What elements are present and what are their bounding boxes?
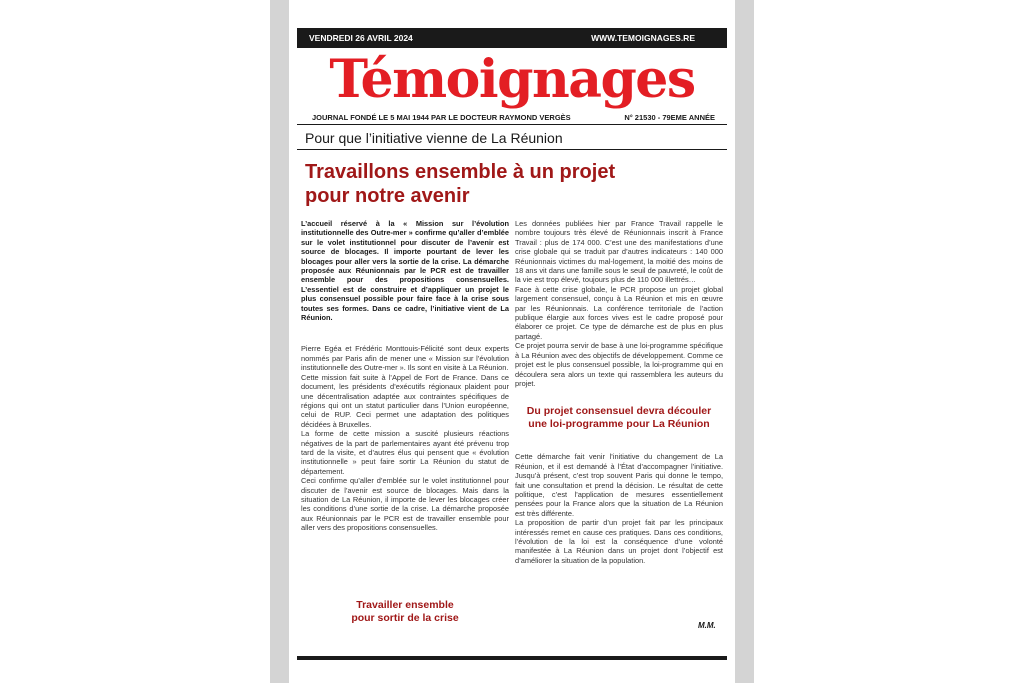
intertitle-right-line-1: Du projet consensuel devra découler xyxy=(526,405,712,418)
intertitle-left xyxy=(301,599,509,625)
headline-line-1: Travaillons ensemble à un projet xyxy=(305,161,616,183)
intertitle-right xyxy=(515,405,723,431)
kicker-rule xyxy=(297,149,727,150)
body-paragraph: Face à cette crise globale, le PCR propose un projet global largement consensuel, conçu à La Réunion et mis en œuvre par les Réunionnais. La conférence territoriale de l’action publique élargie aux forces vives est le cadre proposé pour élaborer ce projet. Ce type de démarche est de plus en plus partagé. xyxy=(515,284,723,341)
intertitle-right-line-2: une loi-programme pour La Réunion xyxy=(528,418,710,431)
intertitle-left-line-2: pour sortir de la crise xyxy=(351,612,459,624)
body-paragraph: La forme de cette mission a suscité plusieurs réactions négatives de la part de parlementaires ayant été prévenu trop tard de la visite, et d’autres élus qui pensent que « évolution institutionnelle » peut faire sortir La Réunion du statut de département. xyxy=(301,429,509,476)
body-paragraph: Pierre Egéa et Frédéric Monttouis-Félicité sont deux experts nommés par Paris afin de mener une « Mission sur l’évolution institutionnelle des Outre-mer ». Ils sont en visite à La Réunion. xyxy=(301,344,509,373)
author-signature: M.M. xyxy=(698,621,716,630)
founding-line: JOURNAL FONDÉ LE 5 MAI 1944 PAR LE DOCTEUR RAYMOND VERGÈS xyxy=(312,113,571,122)
intertitle-left-line-1: Travailler ensemble xyxy=(356,599,454,611)
header-rule xyxy=(297,124,727,125)
top-bar xyxy=(297,28,727,48)
article-kicker: Pour que l’initiative vienne de La Réunion xyxy=(305,130,563,146)
article-lead: L’accueil réservé à la « Mission sur l’évolution institutionnelle des Outre-mer » confirme qu’aller d’emblée sur le volet institutionnel pour discuter de l’avenir est source de blocages. Il importe pourtant de lever les blocages pour aller vers la sortie de la crise. La démarche proposée aux Réunionnais par le PCR est de travailler ensemble pour des propositions consensuelles. L’essentiel est de construire et d’appliquer un projet le plus consensuel possible pour faire face à la crise sous toutes ses formes. Dans ce cadre, l’initiative vient de La Réunion. xyxy=(301,219,509,323)
article-headline xyxy=(305,160,705,208)
headline-line-2: pour notre avenir xyxy=(305,185,470,207)
footer-bar xyxy=(297,656,727,660)
issue-number: N° 21530 - 79EME ANNÉE xyxy=(624,113,715,122)
issue-date: VENDREDI 26 AVRIL 2024 xyxy=(309,33,413,43)
column-right xyxy=(515,219,723,565)
body-paragraph: La proposition de partir d’un projet fait par les principaux intéressés remet en cause ces pratiques. Dans ces conditions, l’évolution de la loi est la conséquence d’une volonté manifestée à La Réunion dans un projet dont l’objectif est d’améliorer la situation de la population. xyxy=(515,518,723,565)
website-link[interactable]: WWW.TEMOIGNAGES.RE xyxy=(591,33,695,43)
masthead-logo: Témoignages xyxy=(329,49,695,110)
body-paragraph: Ce projet pourra servir de base à une loi-programme spécifique à La Réunion avec des objectifs de développement. Comme ce projet est le plus consensuel possible, la loi-programme qui en découlera sera alors un texte qui rassemblera les auteurs du projet. xyxy=(515,341,723,388)
body-paragraph: Cette mission fait suite à l’Appel de Fort de France. Dans ce document, les présidents d’exécutifs régionaux plaident pour une décentralisation adaptée aux contraintes spécifiques de régions qui ont un statut particulier dans l’Union européenne, celui de RUP. Ceci permet une adaptation des politiques décidées à Bruxelles. xyxy=(301,372,509,429)
body-paragraph: Ceci confirme qu’aller d’emblée sur le volet institutionnel pour discuter de l’avenir est source de blocages. Mais dans la situation de La Réunion, il importe de lever les blocages créer les conditions d’une sortie de la crise. La démarche proposée aux Réunionnais par le PCR est de travailler ensemble pour aller vers des propositions consensuelles. xyxy=(301,476,509,533)
column-left xyxy=(301,219,509,533)
body-paragraph: Cette démarche fait venir l’initiative du changement de La Réunion, et il est demandé à l’État d’accompagner l’initiative. Jusqu’à présent, c’est trop souvent Paris qui donne le tempo, fait une consultation et prend la décision. Le résultat de cette politique, c’est l’application de mesures essentiellement pensées pour la France alors que la situation de La Réunion est très différente. xyxy=(515,452,723,518)
body-paragraph: Les données publiées hier par France Travail rappelle le nombre toujours très élevé de Réunionnais inscrit à France Travail : plus de 174 000. C’est une des manifestations d’une crise globale qui se traduit par d’autres indicateurs : 140 000 Réunionnais victimes du mal-logement, la moitié des moins de 18 ans vit dans une famille sous le seuil de pauvreté, le coût de la vie est trop élevé, toujours plus de 110 000 illettrés… xyxy=(515,219,723,285)
